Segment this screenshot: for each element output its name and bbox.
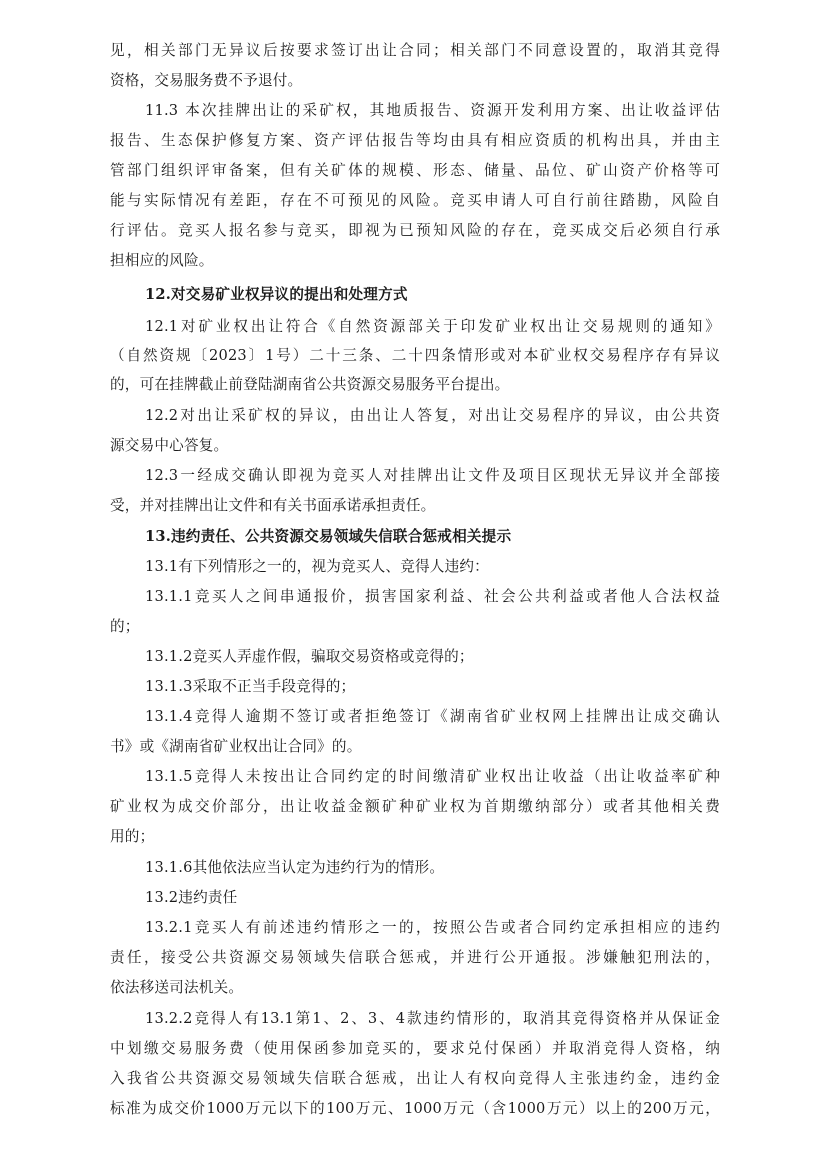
section-heading: 13.违约责任、公共资源交易领域失信联合惩戒相关提示 bbox=[145, 528, 512, 545]
text-line: 管部门组织评审备案，但有关矿体的规模、形态、储量、品位、矿山资产价格等可 bbox=[110, 162, 720, 179]
text-line: 见，相关部门无异议后按要求签订出让合同；相关部门不同意设置的，取消其竞得 bbox=[110, 42, 720, 59]
section-heading: 12.对交易矿业权异议的提出和处理方式 bbox=[145, 286, 408, 303]
text-line: （自然资规〔2023〕1号）二十三条、二十四条情形或对本矿业权交易程序存有异议 bbox=[110, 347, 720, 364]
text-line: 资格，交易服务费不予退付。 bbox=[110, 72, 303, 89]
text-line: 标准为成交价1000万元以下的100万元、1000万元（含1000万元）以上的200万元， bbox=[110, 1100, 720, 1117]
text-line: 12.2对出让采矿权的异议，由出让人答复，对出让交易程序的异议，由公共资 bbox=[145, 407, 720, 424]
text-line: 13.1.5竞得人未按出让合同约定的时间缴清矿业权出让收益（出让收益率矿种 bbox=[145, 768, 720, 785]
text-line: 13.1.1竞买人之间串通报价，损害国家利益、社会公共利益或者他人合法权益 bbox=[145, 588, 720, 605]
text-line: 11.3 本次挂牌出让的采矿权，其地质报告、资源开发利用方案、出让收益评估 bbox=[145, 102, 720, 119]
text-line: 13.2.2竞得人有13.1第1、2、3、4款违约情形的，取消其竞得资格并从保证金 bbox=[145, 1010, 720, 1027]
text-line: 责任，接受公共资源交易领域失信联合惩戒，并进行公开通报。涉嫌触犯刑法的， bbox=[110, 949, 720, 966]
text-line: 行评估。竞买人报名参与竞买，即视为已预知风险的存在，竞买成交后必须自行承 bbox=[110, 222, 720, 239]
text-line: 报告、生态保护修复方案、资产评估报告等均由具有相应资质的机构出具，并由主 bbox=[110, 132, 720, 149]
text-line: 入我省公共资源交易领域失信联合惩戒，出让人有权向竞得人主张违约金，违约金 bbox=[110, 1070, 720, 1087]
text-line: 源交易中心答复。 bbox=[110, 437, 229, 454]
text-line: 13.2.1竞买人有前述违约情形之一的，按照公告或者合同约定承担相应的违约 bbox=[145, 919, 720, 936]
text-line: 的，可在挂牌截止前登陆湖南省公共资源交易服务平台提出。 bbox=[110, 376, 510, 393]
text-line: 13.1.4竞得人逾期不签订或者拒绝签订《湖南省矿业权网上挂牌出让成交确认 bbox=[145, 708, 720, 725]
text-line: 中划缴交易服务费（使用保函参加竞买的，要求兑付保函）并取消竞得人资格，纳 bbox=[110, 1040, 720, 1057]
text-line: 12.1对矿业权出让符合《自然资源部关于印发矿业权出让交易规则的通知》 bbox=[145, 318, 720, 335]
text-line: 13.2违约责任 bbox=[145, 889, 238, 906]
text-line: 13.1.6其他依法应当认定为违约行为的情形。 bbox=[145, 859, 445, 876]
text-line: 13.1有下列情形之一的，视为竞买人、竞得人违约： bbox=[145, 558, 489, 575]
text-line: 用的； bbox=[110, 828, 155, 845]
text-line: 受，并对挂牌出让文件和有关书面承诺承担责任。 bbox=[110, 497, 436, 514]
text-line: 13.1.2竞买人弄虚作假，骗取交易资格或竞得的； bbox=[145, 648, 474, 665]
text-line: 13.1.3采取不正当手段竞得的； bbox=[145, 678, 356, 695]
text-line: 12.3一经成交确认即视为竞买人对挂牌出让文件及项目区现状无异议并全部接 bbox=[145, 467, 720, 484]
text-line: 担相应的风险。 bbox=[110, 252, 214, 269]
text-line: 的； bbox=[110, 618, 140, 635]
text-line: 能与实际情况有差距，存在不可预见的风险。竞买申请人可自行前往踏勘，风险自 bbox=[110, 192, 720, 209]
text-line: 依法移送司法机关。 bbox=[110, 979, 244, 996]
text-line: 书》或《湖南省矿业权出让合同》的。 bbox=[110, 738, 362, 755]
text-line: 矿业权为成交价部分，出让收益金额矿种矿业权为首期缴纳部分）或者其他相关费 bbox=[110, 798, 720, 815]
